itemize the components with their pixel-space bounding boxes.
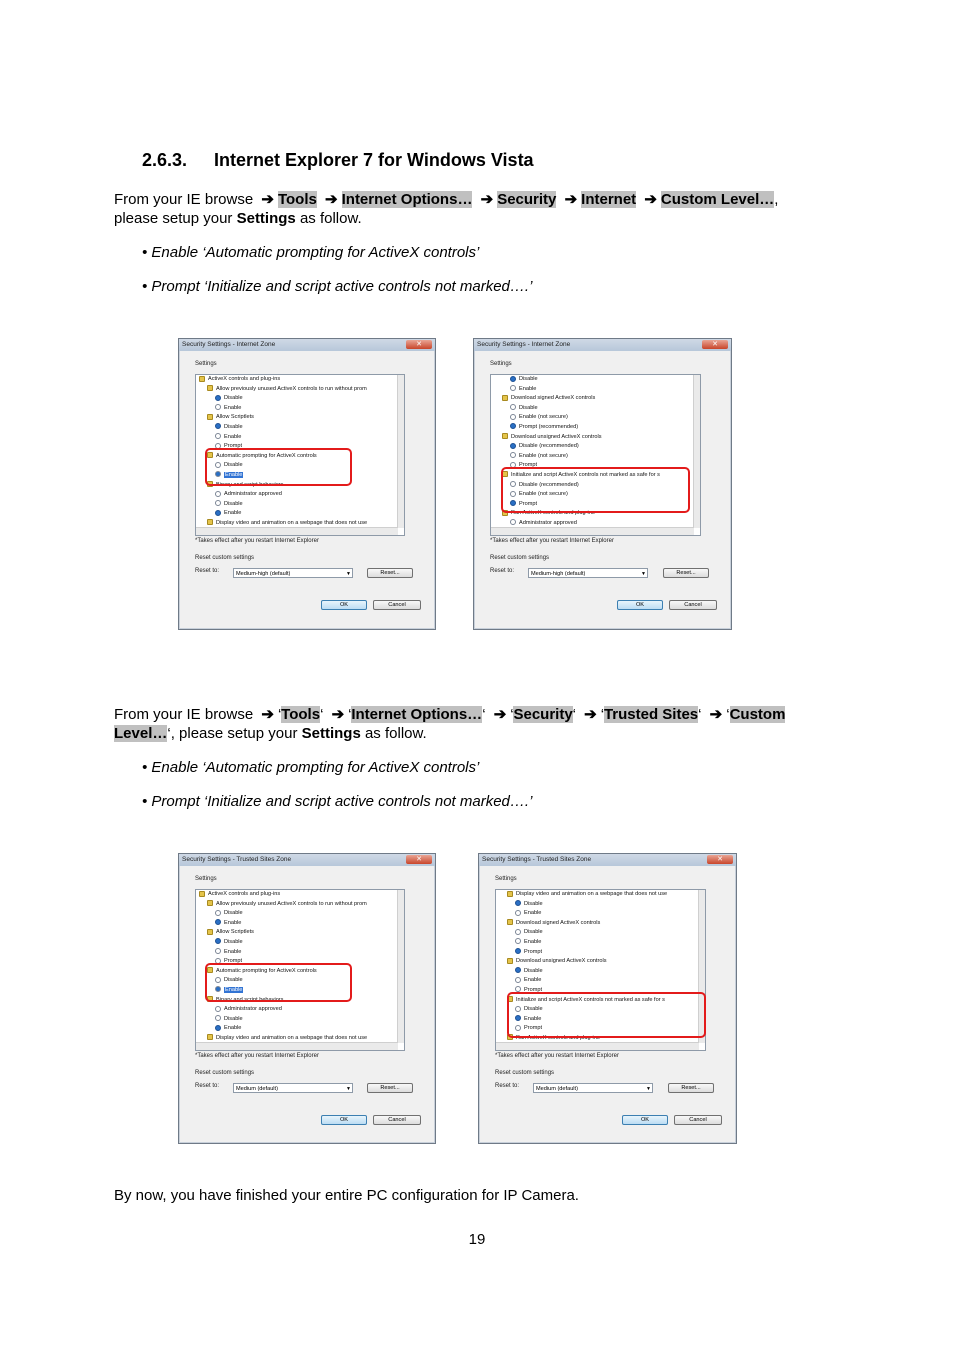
setting-icon <box>207 1034 213 1040</box>
close-icon[interactable]: ✕ <box>702 340 728 349</box>
settings-bold: Settings <box>236 210 296 227</box>
setting-icon <box>199 376 205 382</box>
cancel-button[interactable]: Cancel <box>674 1115 722 1125</box>
radio-icon[interactable] <box>215 948 221 954</box>
closing-text: By now, you have finished your entire PC configuration for IP Camera. <box>114 1187 579 1204</box>
horizontal-scrollbar[interactable] <box>196 1042 398 1050</box>
dialog-title: Security Settings - Internet Zone <box>182 341 276 348</box>
option-label: Disable <box>224 423 243 430</box>
setting-icon <box>207 929 213 935</box>
close-icon[interactable]: ✕ <box>406 855 432 864</box>
setting-option[interactable] <box>196 500 404 510</box>
path-custom-level: Custom Level… <box>660 191 775 208</box>
radio-icon[interactable] <box>215 395 221 401</box>
reset-button[interactable]: Reset... <box>668 1083 714 1093</box>
ok-button[interactable]: OK <box>622 1115 668 1125</box>
option-label: Display video and animation on a webpage that does not use <box>216 519 368 526</box>
setting-icon <box>207 900 213 906</box>
setting-option[interactable] <box>491 413 700 423</box>
setting-option[interactable] <box>496 948 705 958</box>
reset-group-label: Reset custom settings <box>195 555 255 561</box>
bullet-3: • Enable ‘Automatic prompting for ActiveX controls’ <box>142 759 480 776</box>
option-label: Disable <box>224 977 243 984</box>
setting-category <box>196 890 404 900</box>
vertical-scrollbar[interactable] <box>693 375 700 528</box>
setting-option[interactable] <box>196 394 404 404</box>
option-label: Allow previously unused ActiveX controls to run without prom <box>216 900 367 907</box>
setting-option[interactable] <box>491 385 700 395</box>
setting-icon <box>502 395 508 401</box>
option-label: Enable <box>224 404 242 411</box>
path-internet: Internet <box>581 191 637 208</box>
option-label: ActiveX controls and plug-ins <box>208 376 281 382</box>
cancel-button[interactable]: Cancel <box>373 600 421 610</box>
option-label: Enable <box>224 433 242 440</box>
option-label: Prompt <box>519 500 538 507</box>
settings-bold: Settings <box>301 725 361 742</box>
option-label: Disable <box>519 376 538 382</box>
arrow-icon: ➔ <box>493 706 507 723</box>
option-label: Enable (not secure) <box>519 452 568 459</box>
reset-group-label: Reset custom settings <box>195 1070 255 1076</box>
restart-footnote: *Takes effect after you restart Internet Explorer <box>495 1053 619 1059</box>
option-label: Enable (not secure) <box>519 414 568 421</box>
option-label: Disable <box>519 404 538 411</box>
horizontal-scrollbar[interactable] <box>496 1042 699 1050</box>
arrow-icon: ➔ <box>480 191 494 208</box>
radio-icon[interactable] <box>515 929 521 935</box>
setting-category <box>196 413 404 423</box>
close-icon[interactable]: ✕ <box>406 340 432 349</box>
option-label: Prompt <box>224 958 243 965</box>
intro-text: From your IE browse <box>114 191 254 208</box>
page-number: 19 <box>468 1231 486 1248</box>
bullet-4: • Prompt ‘Initialize and script active controls not marked….’ <box>142 793 533 810</box>
option-label: Enable <box>224 919 242 926</box>
chevron-down-icon: ▼ <box>641 571 646 577</box>
option-label: Enable <box>224 1025 242 1032</box>
reset-level-value: Medium-high (default) <box>531 571 586 577</box>
setting-option[interactable] <box>491 442 700 452</box>
highlight-box <box>205 963 352 1002</box>
settings-label: Settings <box>195 876 217 882</box>
arrow-icon: ➔ <box>261 706 274 723</box>
option-label: Disable <box>524 929 543 936</box>
reset-level-select[interactable] <box>233 568 353 578</box>
section-title: Internet Explorer 7 for Windows Vista <box>214 150 534 170</box>
reset-to-label: Reset to: <box>495 1083 520 1089</box>
restart-footnote: *Takes effect after you restart Internet Explorer <box>195 1053 319 1059</box>
option-label: Prompt <box>524 1025 543 1032</box>
option-label: Binary and script behaviors <box>216 481 284 488</box>
radio-icon[interactable] <box>515 967 521 973</box>
setting-option[interactable] <box>196 1024 404 1034</box>
setting-option[interactable] <box>196 490 404 500</box>
radio-icon[interactable] <box>215 1025 221 1031</box>
setting-option[interactable] <box>491 375 700 385</box>
option-label: Prompt <box>519 462 538 469</box>
option-label: Disable <box>224 500 243 507</box>
option-label: Binary and script behaviors <box>216 996 284 1003</box>
path-internet-options: Internet Options… <box>341 191 473 208</box>
setting-icon <box>207 385 213 391</box>
restart-footnote: *Takes effect after you restart Internet Explorer <box>490 538 614 544</box>
radio-icon[interactable] <box>510 404 516 410</box>
title-bar <box>179 339 435 351</box>
option-label: Allow Scriptlets <box>216 414 254 421</box>
radio-icon[interactable] <box>510 376 516 382</box>
option-label: Disable (recommended) <box>519 481 579 488</box>
option-label: Initialize and script ActiveX controls not marked as safe for s <box>511 471 660 478</box>
arrow-icon: ➔ <box>709 706 723 723</box>
reset-level-value: Medium-high (default) <box>236 571 291 577</box>
chevron-down-icon: ▼ <box>346 1086 351 1092</box>
option-label: Download signed ActiveX controls <box>516 919 601 926</box>
setting-category <box>196 928 404 938</box>
radio-icon[interactable] <box>510 414 516 420</box>
option-label: Automatic prompting for ActiveX controls <box>216 967 317 974</box>
setting-category <box>491 433 700 443</box>
radio-icon[interactable] <box>510 385 516 391</box>
setup-text: ‘, please setup your <box>167 725 298 742</box>
radio-icon[interactable] <box>215 938 221 944</box>
close-icon[interactable]: ✕ <box>707 855 733 864</box>
option-label: Allow previously unused ActiveX controls to run without prom <box>216 385 367 392</box>
option-label: Enable <box>225 986 243 993</box>
radio-icon[interactable] <box>215 404 221 410</box>
ok-button[interactable]: OK <box>617 600 663 610</box>
setting-option[interactable] <box>196 1015 404 1025</box>
option-label: Initialize and script ActiveX controls not marked as safe for s <box>516 996 665 1003</box>
setting-option[interactable] <box>196 948 404 958</box>
reset-to-label: Reset to: <box>195 1083 220 1089</box>
setting-icon <box>207 414 213 420</box>
option-label: Download signed ActiveX controls <box>511 395 596 402</box>
reset-group-label: Reset custom settings <box>490 555 550 561</box>
setting-icon <box>507 919 513 925</box>
cancel-button[interactable]: Cancel <box>669 600 717 610</box>
path-security: Security <box>497 191 557 208</box>
setting-option[interactable] <box>196 433 404 443</box>
setting-category <box>496 957 705 967</box>
highlight-box <box>507 992 706 1038</box>
arrow-icon: ➔ <box>644 191 657 208</box>
bullet-1: • Enable ‘Automatic prompting for ActiveX controls’ <box>142 244 480 261</box>
setting-category <box>196 385 404 395</box>
option-label: Enable <box>524 1015 542 1022</box>
setting-option[interactable] <box>496 909 705 919</box>
reset-to-label: Reset to: <box>195 568 220 574</box>
title-bar <box>479 854 736 866</box>
chevron-down-icon: ▼ <box>646 1086 651 1092</box>
follow-text: as follow. <box>364 725 427 742</box>
option-label: Enable (not secure) <box>519 491 568 498</box>
setting-option[interactable] <box>496 900 705 910</box>
radio-icon[interactable] <box>510 423 516 429</box>
setting-category <box>496 919 705 929</box>
setting-icon <box>507 891 513 897</box>
setting-icon <box>207 519 213 525</box>
arrow-icon: ➔ <box>584 706 597 723</box>
radio-icon[interactable] <box>515 977 521 983</box>
radio-icon[interactable] <box>215 1006 221 1012</box>
option-label: Enable <box>524 977 542 984</box>
option-label: Run ActiveX controls and plug-ins <box>511 510 595 517</box>
reset-to-label: Reset to: <box>490 568 515 574</box>
dialog-title: Security Settings - Trusted Sites Zone <box>182 856 292 863</box>
path-security: Security <box>513 706 573 723</box>
option-label: Allow Scriptlets <box>216 929 254 936</box>
settings-label: Settings <box>495 876 517 882</box>
setting-category <box>496 890 705 900</box>
option-label: Enable <box>224 948 242 955</box>
radio-icon[interactable] <box>215 1015 221 1021</box>
intro-text: From your IE browse <box>114 706 254 723</box>
setting-option[interactable] <box>196 1005 404 1015</box>
setting-option[interactable] <box>196 509 404 519</box>
option-label: Download unsigned ActiveX controls <box>511 433 602 440</box>
reset-level-select[interactable] <box>528 568 648 578</box>
reset-level-select[interactable] <box>233 1083 353 1093</box>
setting-option[interactable] <box>491 404 700 414</box>
radio-icon[interactable] <box>515 910 521 916</box>
arrow-icon: ➔ <box>331 706 345 723</box>
reset-level-value: Medium (default) <box>236 1086 278 1092</box>
setting-option[interactable] <box>196 404 404 414</box>
reset-button[interactable]: Reset... <box>663 568 709 578</box>
option-label: Run ActiveX controls and plug-ins <box>516 1034 600 1041</box>
option-label: Administrator approved <box>224 491 282 498</box>
setting-option[interactable] <box>496 976 705 986</box>
setting-icon <box>199 891 205 897</box>
radio-icon[interactable] <box>215 910 221 916</box>
setup-text: please setup your <box>114 210 233 227</box>
option-label: Enable <box>524 910 542 917</box>
option-label: Enable <box>524 938 542 945</box>
option-label: Prompt <box>224 443 243 450</box>
setting-option[interactable] <box>491 452 700 462</box>
radio-icon[interactable] <box>510 443 516 449</box>
option-label: ActiveX controls and plug-ins <box>208 891 281 897</box>
radio-icon[interactable] <box>515 938 521 944</box>
option-label: Disable <box>224 938 243 945</box>
option-label: Administrator approved <box>224 1006 282 1013</box>
option-label: Prompt <box>524 948 543 955</box>
option-label: Disable <box>224 395 243 402</box>
option-label: Administrator approved <box>519 519 577 526</box>
follow-text: as follow. <box>299 210 362 227</box>
option-label: Prompt <box>524 986 543 993</box>
radio-icon[interactable] <box>510 452 516 458</box>
option-label: Automatic prompting for ActiveX controls <box>216 452 317 459</box>
option-label: Enable <box>225 471 243 478</box>
radio-icon[interactable] <box>215 919 221 925</box>
comma-text: , <box>774 191 779 208</box>
setting-category <box>196 375 404 385</box>
radio-icon[interactable] <box>215 510 221 516</box>
radio-icon[interactable] <box>510 519 516 525</box>
highlight-box <box>501 467 690 513</box>
setting-option[interactable] <box>496 938 705 948</box>
radio-icon[interactable] <box>215 491 221 497</box>
reset-group-label: Reset custom settings <box>495 1070 555 1076</box>
option-label: Disable <box>224 910 243 917</box>
option-label: Disable <box>524 1006 543 1013</box>
option-label: Display video and animation on a webpage that does not use <box>516 891 668 897</box>
setting-icon <box>507 958 513 964</box>
cancel-button[interactable]: Cancel <box>373 1115 421 1125</box>
restart-footnote: *Takes effect after you restart Internet Explorer <box>195 538 319 544</box>
option-label: Display video and animation on a webpage that does not use <box>216 1034 368 1041</box>
setting-option[interactable] <box>196 938 404 948</box>
reset-level-value: Medium (default) <box>536 1086 578 1092</box>
settings-label: Settings <box>195 361 217 367</box>
vertical-scrollbar[interactable] <box>397 890 404 1043</box>
setting-category <box>491 394 700 404</box>
path-trusted-sites: Trusted Sites <box>603 706 699 723</box>
path-custom-level: Custom Level… <box>114 706 786 742</box>
arrow-icon: ➔ <box>325 191 338 208</box>
setting-option[interactable] <box>496 928 705 938</box>
setting-icon <box>502 433 508 439</box>
section-number: 2.6.3. <box>142 150 188 170</box>
option-label: Prompt (recommended) <box>519 423 579 430</box>
option-label: Disable (recommended) <box>519 443 579 450</box>
setting-option[interactable] <box>491 423 700 433</box>
radio-icon[interactable] <box>515 900 521 906</box>
title-bar <box>474 339 731 351</box>
settings-label: Settings <box>490 361 512 367</box>
radio-icon[interactable] <box>215 500 221 506</box>
option-label: Disable <box>224 462 243 469</box>
instructions-paragraph-2: From your IE browse ➔ ‘Tools‘ ➔ ‘Internet Options…‘ ➔ ‘Security‘ ➔ ‘Trusted Sites‘ ➔ ‘Custom Level…‘, please setup your Settings as follow. <box>114 706 786 742</box>
path-tools: Tools <box>281 706 321 723</box>
arrow-icon: ➔ <box>261 191 274 208</box>
radio-icon[interactable] <box>215 433 221 439</box>
setting-category <box>196 900 404 910</box>
title-bar <box>179 854 435 866</box>
vertical-scrollbar[interactable] <box>397 375 404 528</box>
path-tools: Tools <box>277 191 317 208</box>
setting-option[interactable] <box>196 909 404 919</box>
reset-button[interactable]: Reset... <box>367 568 413 578</box>
highlight-box <box>205 448 352 486</box>
path-internet-options: Internet Options… <box>351 706 483 723</box>
horizontal-scrollbar[interactable] <box>196 527 398 535</box>
arrow-icon: ➔ <box>564 191 578 208</box>
setting-option[interactable] <box>196 919 404 929</box>
option-label: Enable <box>519 385 537 392</box>
radio-icon[interactable] <box>515 948 521 954</box>
reset-level-select[interactable] <box>533 1083 653 1093</box>
instructions-paragraph-1 <box>114 190 844 228</box>
horizontal-scrollbar[interactable] <box>491 527 694 535</box>
option-label: Enable <box>224 510 242 517</box>
dialog-title: Security Settings - Trusted Sites Zone <box>482 856 592 863</box>
setting-option[interactable] <box>496 967 705 977</box>
option-label: Disable <box>524 900 543 907</box>
option-label: Disable <box>524 967 543 974</box>
setting-option[interactable] <box>196 423 404 433</box>
ok-button[interactable]: OK <box>321 600 367 610</box>
dialog-title: Security Settings - Internet Zone <box>477 341 571 348</box>
ok-button[interactable]: OK <box>321 1115 367 1125</box>
chevron-down-icon: ▼ <box>346 571 351 577</box>
reset-button[interactable]: Reset... <box>367 1083 413 1093</box>
radio-icon[interactable] <box>215 423 221 429</box>
option-label: Disable <box>224 1015 243 1022</box>
section-heading <box>142 150 534 171</box>
bullet-2: • Prompt ‘Initialize and script active controls not marked….’ <box>142 278 533 295</box>
option-label: Download unsigned ActiveX controls <box>516 958 607 965</box>
